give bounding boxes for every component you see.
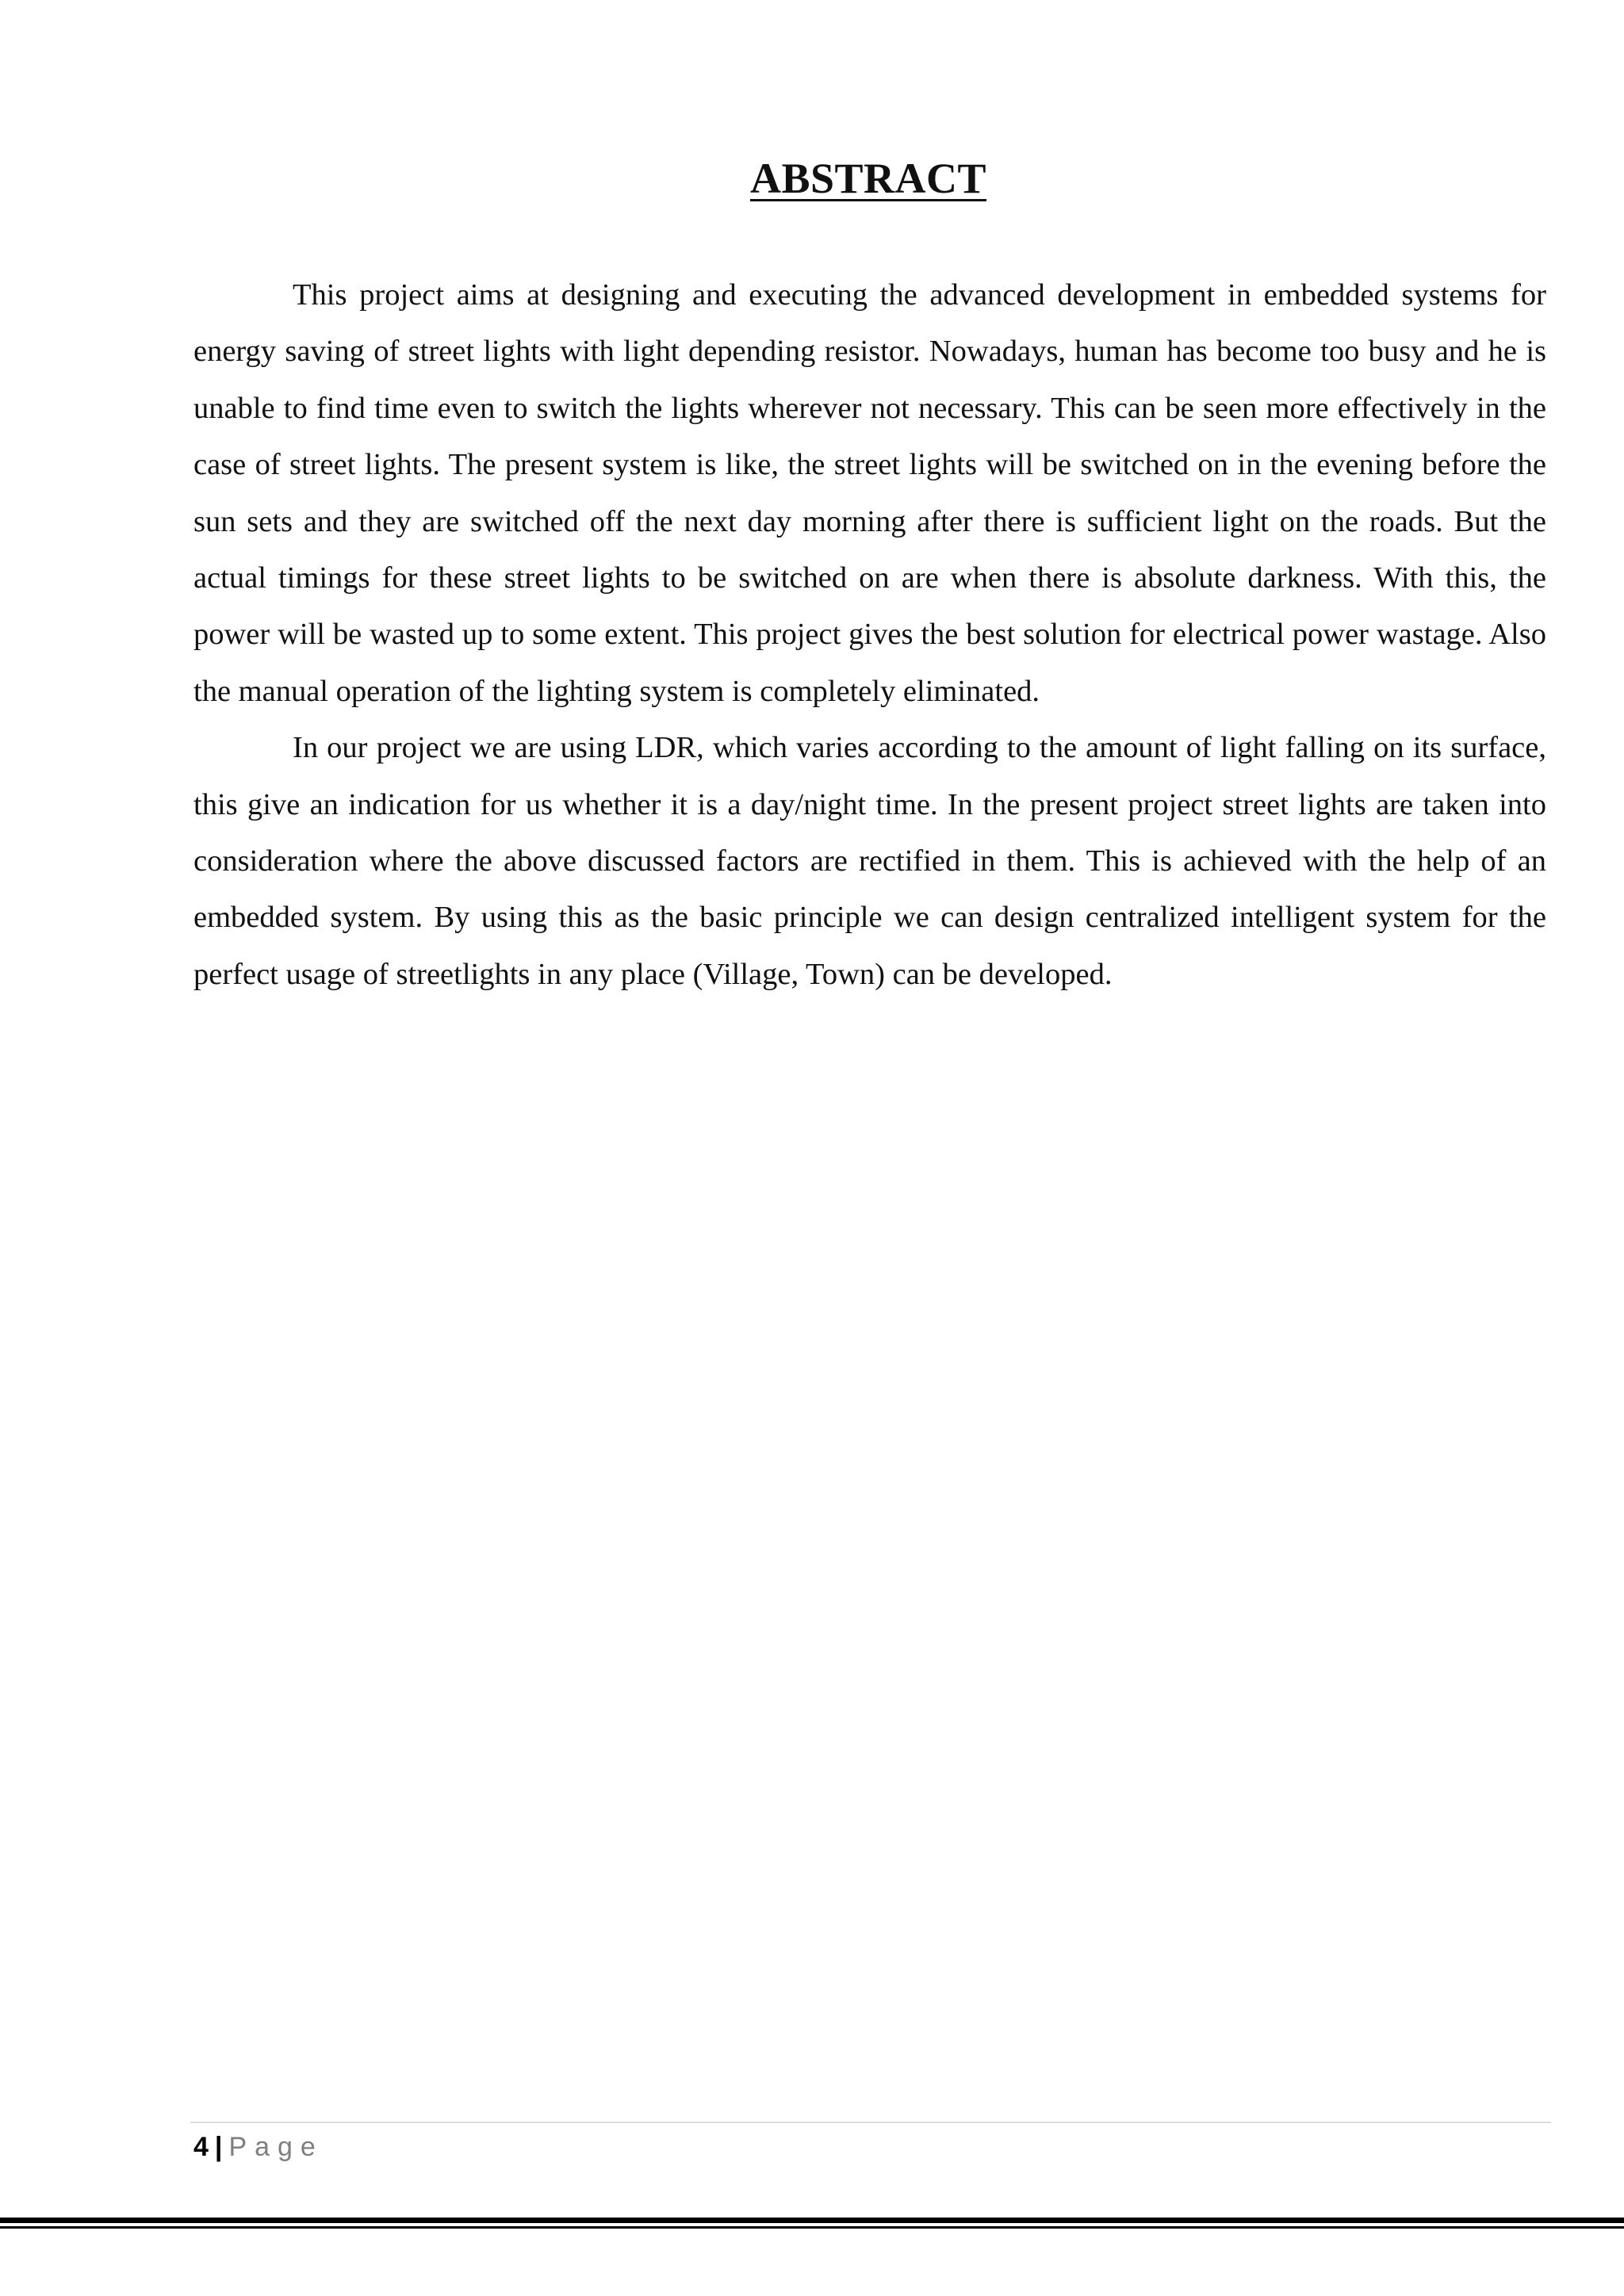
footer-divider (190, 2122, 1551, 2123)
page-label: Page (228, 2132, 324, 2162)
page-title: ABSTRACT (749, 155, 987, 202)
page-number: 4 (193, 2132, 209, 2162)
footer-separator: | (214, 2132, 223, 2162)
page-footer (193, 2128, 324, 2166)
paragraph-2: In our project we are using LDR, which varies according to the amount of light falling on its surface, this give an indication for us whether it is a day/night time. In the present project street lights are taken into consideration where the above discussed factors are rectified in them. This is achieved with the help of an embedded system. By using this as the basic principle we can design centralized intelligent system for the perfect usage of streetlights in any place (Village, Town) can be developed. (193, 731, 1546, 991)
page-border-thin-line (0, 2226, 1624, 2229)
paragraph-1: This project aims at designing and executing the advanced development in embedded systems for energy saving of street lights with light depending resistor. Nowadays, human has become too busy and he is unable to find time even to switch the lights wherever not necessary. This can be seen more effectively in the case of street lights. The present system is like, the street lights will be switched on in the evening before the sun sets and they are switched off the next day morning after there is sufficient light on the roads. But the actual timings for these street lights to be switched on are when there is absolute darkness. With this, the power will be wasted up to some extent. This project gives the best solution for electrical power wastage. Also the manual operation of the lighting system is completely eliminated. (193, 278, 1546, 708)
page-border-thick-line (0, 2218, 1624, 2223)
abstract-body (193, 267, 1546, 1003)
